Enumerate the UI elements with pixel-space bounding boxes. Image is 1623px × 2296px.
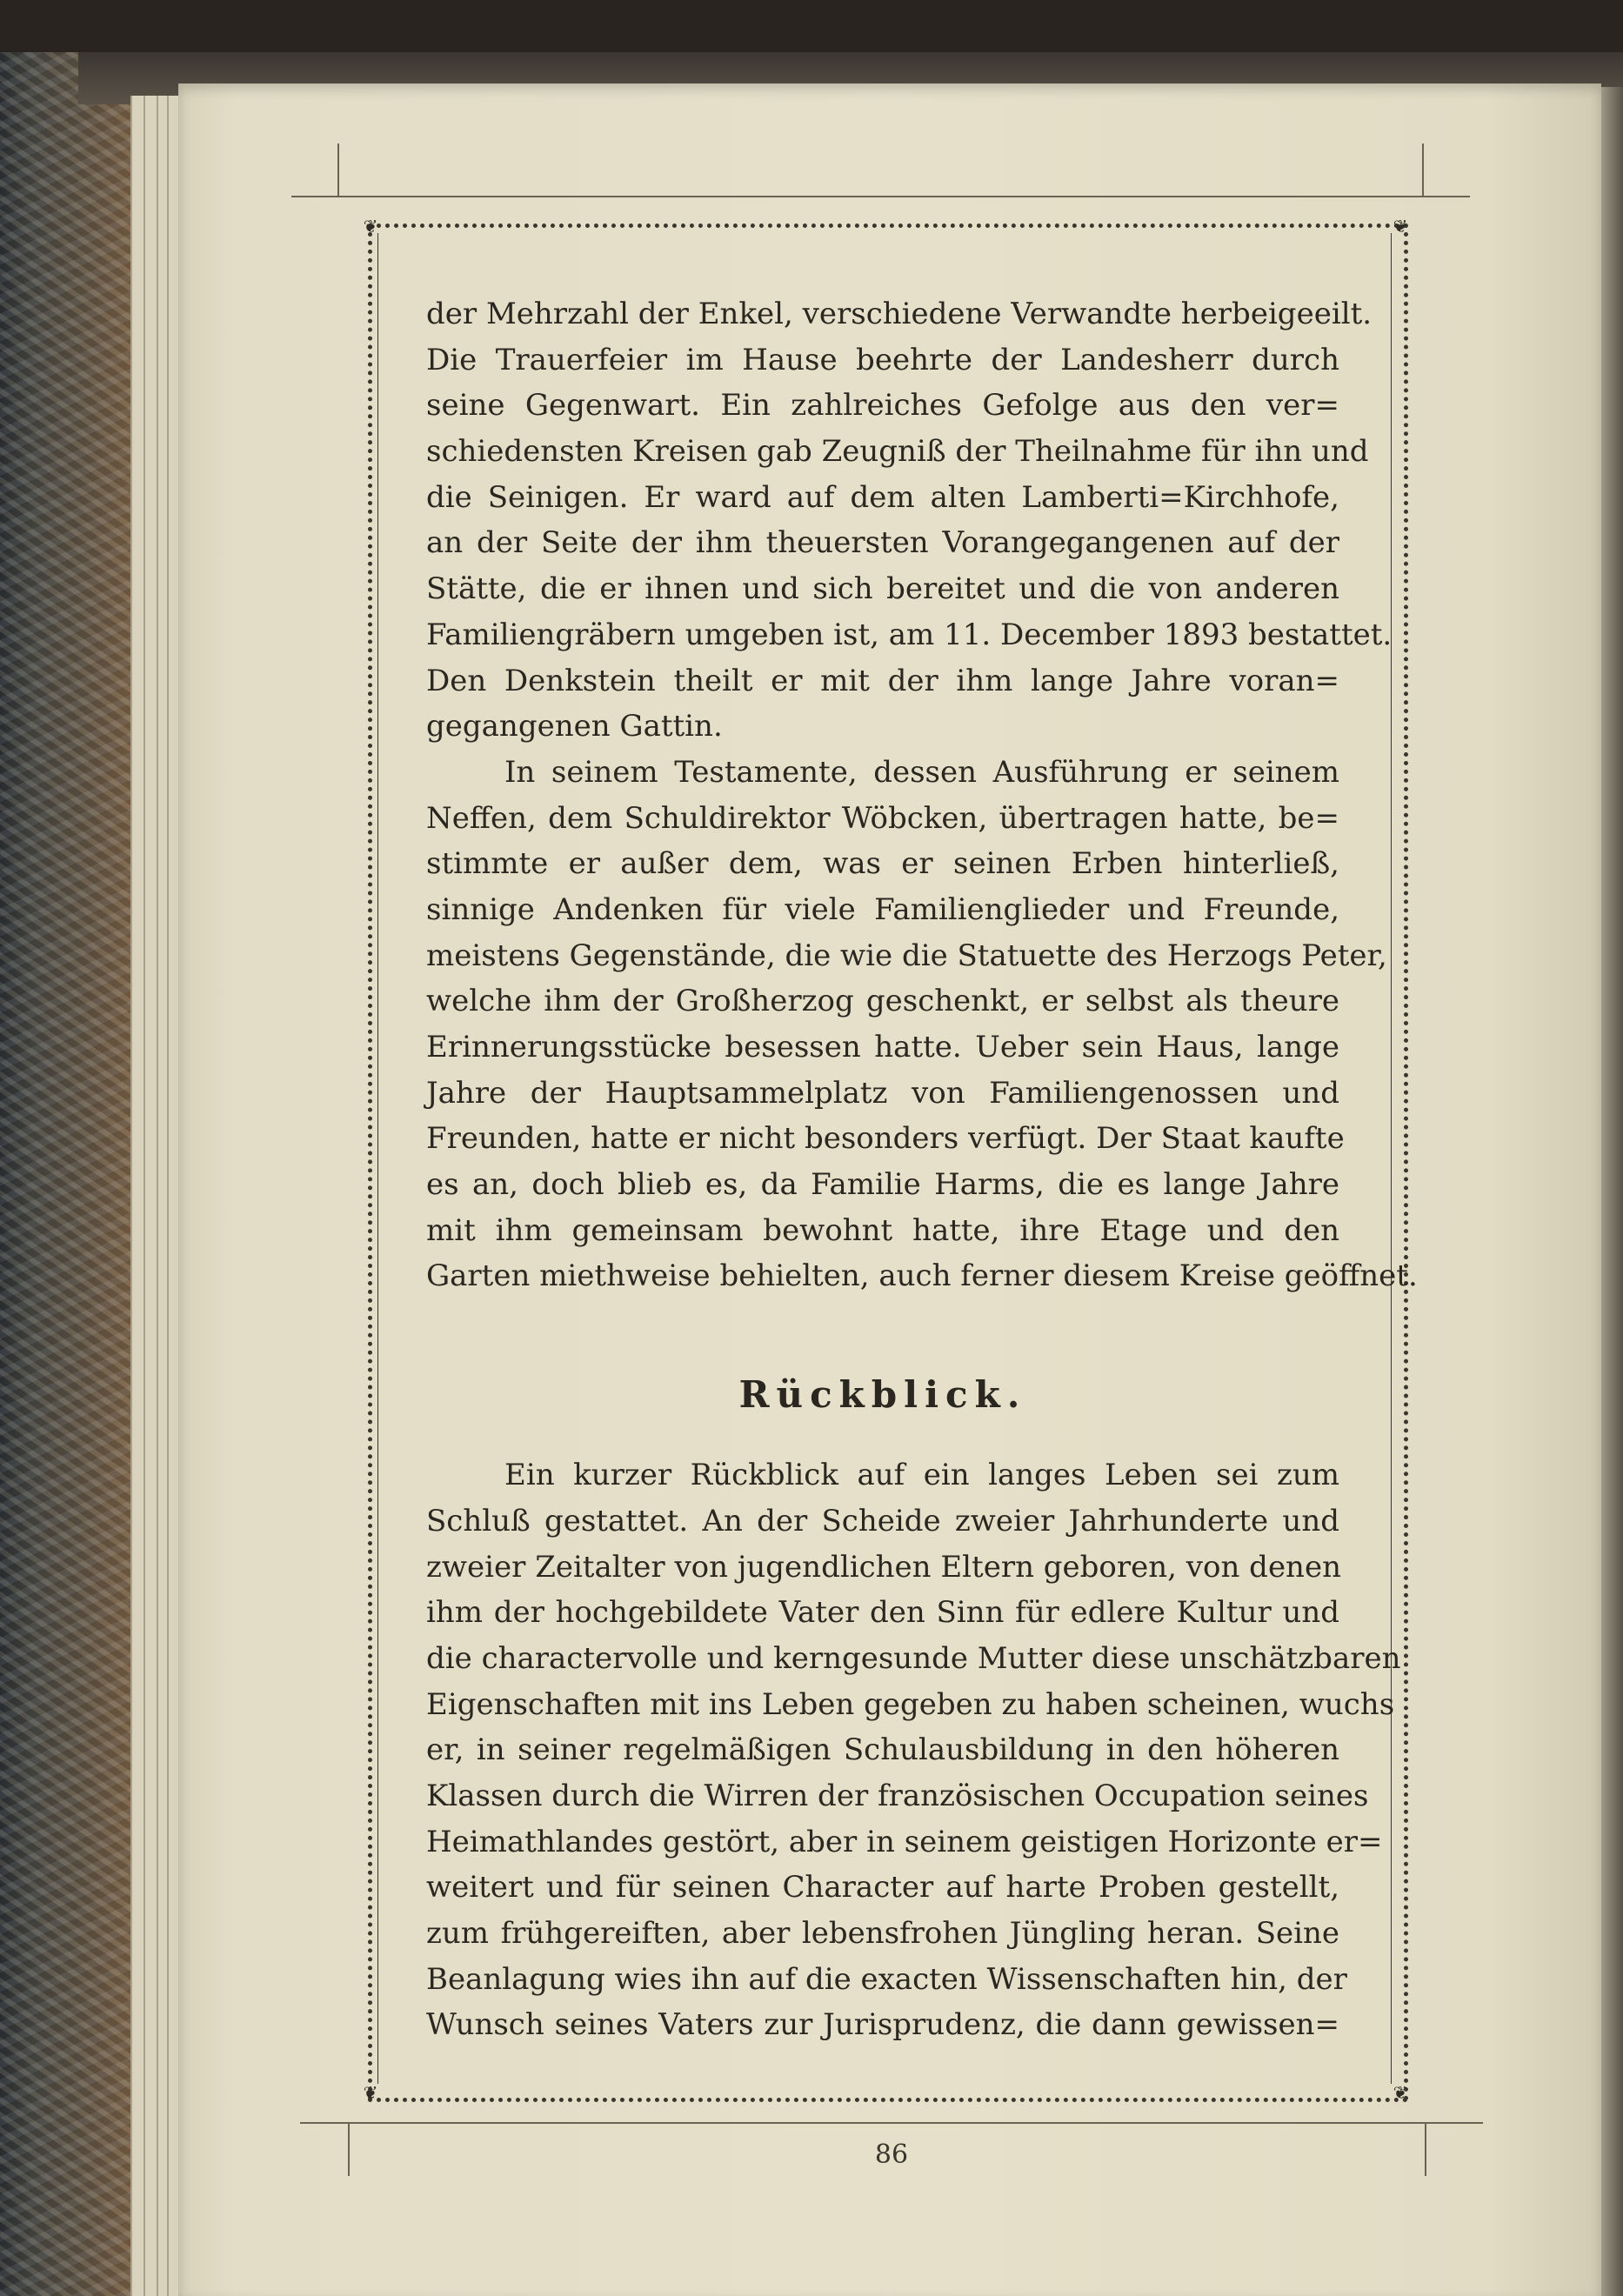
- text-line: die Seinigen. Er ward auf dem alten Lamberti=Kirchhofe,: [426, 479, 1339, 515]
- text-line: meistens Gegenstände, die wie die Statuette des Herzogs Peter,: [426, 938, 1387, 973]
- text-line: Die Trauerfeier im Hause beehrte der Landesherr durch: [426, 342, 1339, 377]
- paragraph-1: [426, 291, 1393, 750]
- corner-ornament-icon: ❦: [363, 2082, 378, 2103]
- text-line: stimmte er außer dem, was er seinen Erben hinterließ,: [426, 846, 1339, 882]
- bottom-left-tick: [348, 2124, 350, 2176]
- text-line: Heimathlandes gestört, aber in seinem geistigen Horizonte er=: [426, 1824, 1383, 1859]
- text-line: ihm der hochgebildete Vater den Sinn für edlere Kultur und: [426, 1595, 1339, 1631]
- text-line: sinnige Andenken für viele Familienglieder und Freunde,: [426, 891, 1339, 927]
- marbled-endpaper: [0, 52, 130, 2296]
- text-line: Erinnerungsstücke besessen hatte. Ueber sein Haus, lange: [426, 1030, 1339, 1065]
- section-heading: Rückblick.: [738, 1373, 1027, 1417]
- paragraph-2: [426, 750, 1418, 1299]
- bottom-right-tick: [1425, 2124, 1426, 2176]
- text-line: Familiengräbern umgeben ist, am 11. December 1893 bestattet.: [426, 617, 1393, 652]
- corner-ornament-icon: ❦: [1393, 216, 1408, 237]
- text-line: mit ihm gemeinsam bewohnt hatte, ihre Etage und den: [426, 1212, 1339, 1248]
- text-line: Den Denkstein theilt er mit der ihm lange Jahre voran=: [426, 663, 1339, 698]
- text-line: an der Seite der ihm theuersten Vorangegangenen auf der: [426, 525, 1339, 561]
- text-line: Klassen durch die Wirren der französischen Occupation seines: [426, 1778, 1369, 1813]
- page-body-text: [426, 291, 1418, 2048]
- text-line: die charactervolle und kerngesunde Mutter diese unschätzbaren: [426, 1640, 1401, 1676]
- paragraph-3: [426, 1452, 1401, 2048]
- text-line: der Mehrzahl der Enkel, verschiedene Verwandte herbeigeeilt.: [426, 297, 1373, 331]
- text-line: Stätte, die er ihnen und sich bereitet und die von anderen: [426, 571, 1339, 607]
- text-line: zum frühgereiften, aber lebensfrohen Jüngling heran. Seine: [426, 1916, 1339, 1951]
- top-right-tick: [1422, 144, 1424, 197]
- text-line: gegangenen Gattin.: [426, 709, 723, 744]
- text-line: Ein kurzer Rückblick auf ein langes Leben sei zum: [504, 1458, 1339, 1493]
- bottom-rule: [300, 2122, 1483, 2124]
- text-line: Eigenschaften mit ins Leben gegeben zu haben scheinen, wuchs: [426, 1686, 1395, 1722]
- corner-ornament-icon: ❦: [363, 216, 378, 237]
- text-line: Neffen, dem Schuldirektor Wöbcken, übertragen hatte, be=: [426, 800, 1339, 836]
- text-line: schiedensten Kreisen gab Zeugniß der Theilnahme für ihn und: [426, 434, 1369, 470]
- text-line: Jahre der Hauptsammelplatz von Familiengenossen und: [426, 1075, 1339, 1111]
- top-left-tick: [337, 144, 339, 197]
- text-line: Wunsch seines Vaters zur Jurisprudenz, die dann gewissen=: [426, 2007, 1339, 2043]
- text-line: er, in seiner regelmäßigen Schulausbildung in den höheren: [426, 1732, 1339, 1768]
- text-line: Garten miethweise behielten, auch ferner diesem Kreise geöffnet.: [426, 1258, 1418, 1294]
- text-line: welche ihm der Großherzog geschenkt, er selbst als theure: [426, 984, 1339, 1019]
- top-rule: [291, 196, 1470, 197]
- text-line: In seinem Testamente, dessen Ausführung er seinem: [504, 754, 1339, 790]
- text-line: Freunden, hatte er nicht besonders verfügt. Der Staat kaufte: [426, 1121, 1345, 1157]
- page-number: 86: [874, 2139, 909, 2170]
- text-line: Beanlagung wies ihn auf die exacten Wissenschaften hin, der: [426, 1961, 1347, 1997]
- text-line: es an, doch blieb es, da Familie Harms, die es lange Jahre: [426, 1167, 1339, 1203]
- corner-ornament-icon: ❦: [1393, 2082, 1408, 2103]
- text-line: Schluß gestattet. An der Scheide zweier Jahrhunderte und: [426, 1503, 1339, 1538]
- text-line: zweier Zeitalter von jugendlichen Eltern geboren, von denen: [426, 1549, 1341, 1585]
- text-line: seine Gegenwart. Ein zahlreiches Gefolge aus den ver=: [426, 388, 1339, 424]
- text-line: weitert und für seinen Character auf harte Proben gestellt,: [426, 1870, 1339, 1906]
